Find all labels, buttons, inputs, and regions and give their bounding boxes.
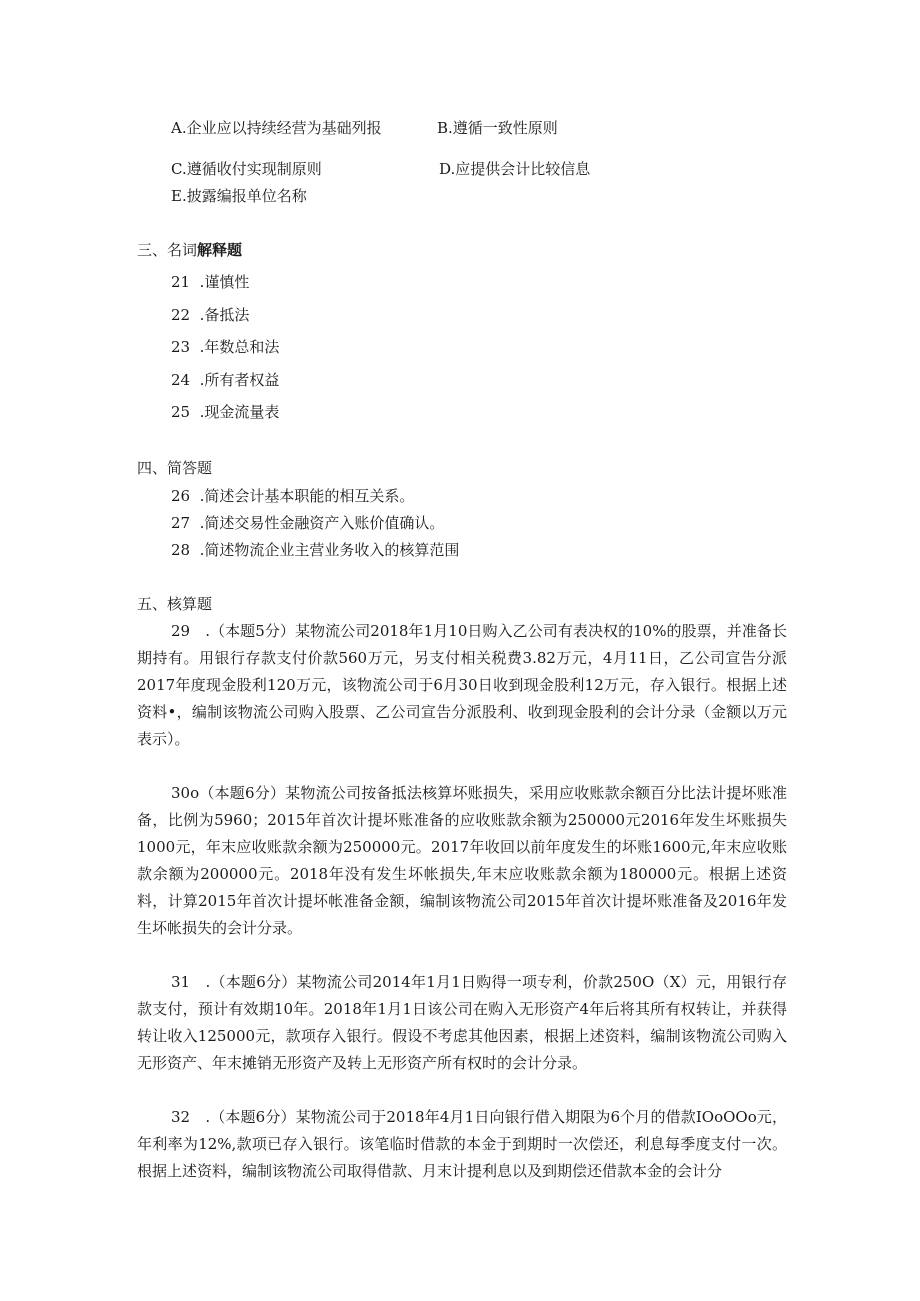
question-29-text: 29 .（本题5分）某物流公司2018年1月10日购入乙公司有表决权的10%的股票，并准备长期持有。用银行存款支付价款560万元，另支付相关税费3.82万元，4月11日，乙公司宣告分派2017年度现金股利120万元，该物流公司于6月30日收到现金股利12万元，存入银行。根据上述资料•，编制该物流公司购入股票、乙公司宣告分派股利、收到现金股利的会计分录（金额以万元表示）。 (137, 622, 787, 748)
item-number: 24 (171, 371, 191, 389)
option-e: E.披露编报单位名称 (171, 187, 307, 205)
term-item (171, 370, 279, 390)
item-text: .所有者权益 (199, 371, 280, 389)
question-32-text: 32 .（本题6分）某物流公司于2018年4月1日向银行借入期限为6个月的借款IOoOOo元，年利率为12%,款项已存入银行。该笔临时借款的本金于到期时一次偿还，利息每季度支付一次。根据上述资料，编制该物流公司取得借款、月末计提利息以及到期偿还借款本金的会计分 (137, 1108, 787, 1180)
section5-title: 五、核算题 (137, 595, 213, 613)
item-number: 27 (171, 514, 191, 532)
question-32 (137, 1104, 787, 1185)
item-text: .备抵法 (199, 306, 250, 324)
term-item (171, 272, 249, 292)
question-30 (137, 780, 787, 942)
item-text: .年数总和法 (199, 338, 280, 356)
item-number: 26 (171, 487, 191, 505)
term-item (171, 337, 279, 357)
question-item (171, 513, 444, 533)
option-c: C.遵循收付实现制原则 (171, 160, 322, 178)
item-text: .现金流量表 (199, 403, 280, 421)
item-number: 23 (171, 338, 191, 356)
question-30-text: 30o（本题6分）某物流公司按备抵法核算坏账损失，采用应收账款余额百分比法计提坏账准备，比例为5960；2015年首次计提坏账准备的应收账款余额为250000元2016年发生坏账损失1000元，年末应收账款余额为250000元。2017年收回以前年度发生的坏账1600元,年末应收账款余额为200000元。2018年没有发生坏帐损失,年末应收账款余额为180000元。根据上述资料，计算2015年首次计提坏帐准备金额，编制该物流公司2015年首次计提坏账准备及2016年发生坏帐损失的会计分录。 (137, 784, 787, 937)
question-29 (137, 618, 787, 753)
item-text: .简述交易性金融资产入账价值确认。 (199, 514, 445, 532)
question-31-text: 31 .（本题6分）某物流公司2014年1月1日购得一项专利，价款250O（X）元，用银行存款支付，预计有效期10年。2018年1月1日该公司在购入无形资产4年后将其所有权转让，并获得转让收入125000元，款项存入银行。假设不考虑其他因素，根据上述资料，编制该物流公司购入无形资产、年末摊销无形资产及转上无形资产所有权时的会计分录。 (137, 973, 787, 1072)
option-d: D.应提供会计比较信息 (439, 160, 591, 178)
option-b: B.遵循一致性原则 (437, 119, 558, 137)
question-item (171, 540, 459, 560)
section3-title-prefix: 三、名词 (137, 241, 198, 259)
item-number: 28 (171, 541, 191, 559)
item-text: .简述会计基本职能的相互关系。 (199, 487, 415, 505)
question-item (171, 486, 414, 506)
section4-title: 四、简答题 (137, 459, 213, 477)
item-number: 25 (171, 403, 191, 421)
term-item (171, 305, 249, 325)
item-text: .简述物流企业主营业务收入的核算范围 (199, 541, 460, 559)
term-item (171, 402, 279, 422)
item-text: .谨慎性 (199, 273, 250, 291)
option-a: A.企业应以持续经营为基础列报 (171, 119, 382, 137)
item-number: 21 (171, 273, 191, 291)
section3-title (137, 240, 242, 260)
item-number: 22 (171, 306, 191, 324)
question-31 (137, 969, 787, 1077)
section3-title-bold: 解释题 (197, 241, 243, 259)
